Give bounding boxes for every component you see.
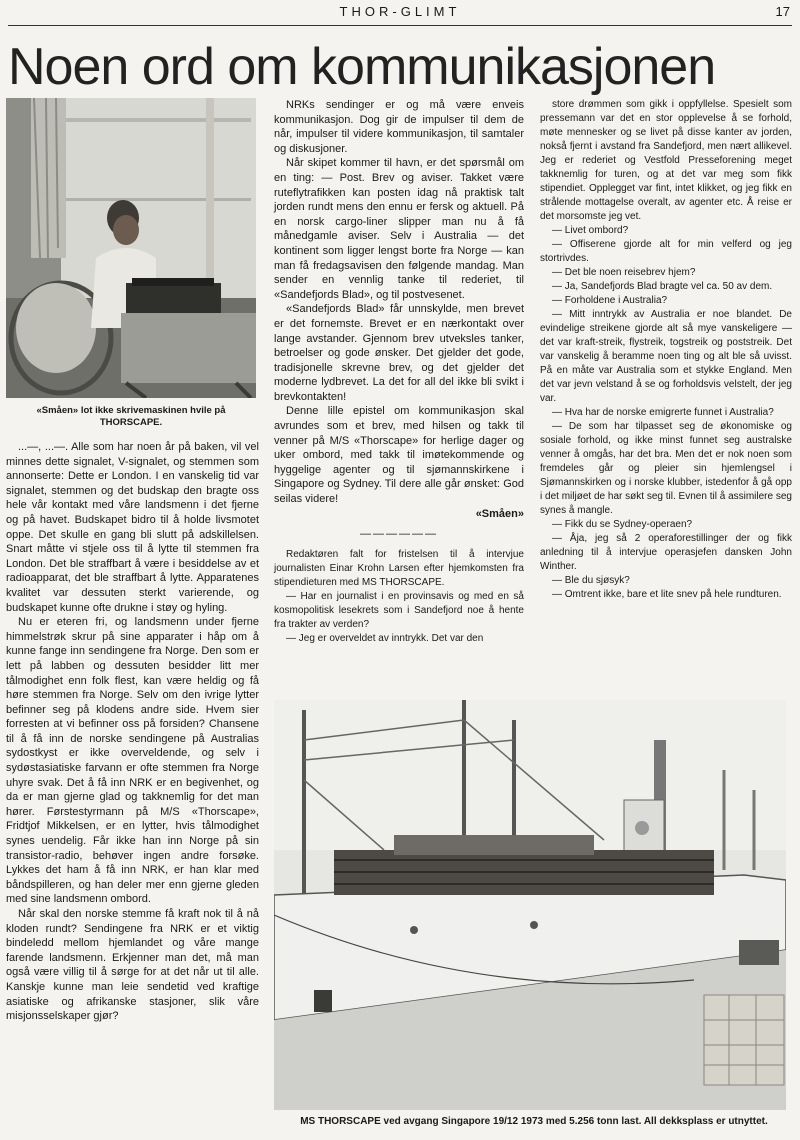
author-signature: «Småen» (475, 507, 524, 520)
interview-answer: — Jeg er overveldet av inntrykk. Det var den (286, 632, 484, 644)
paragraph: ...—, ...—. Alle som har noen år på baken, vil vel minnes dette signalet, V-signalet, og stemmen som annonserte: Dette er London. I en vanskelig tid var signalet, stemmen og det budskap den bragte oss hele vår kontakt med våre landsmenn i det fjerne og på havet. Budskapet bidro til å holde livsmotet oppe. Det skulle en gang bli slutt på adskillelsen. Snart måtte vi stjele oss til å lytte til stemmen fra London. Det ble straffbart å være i besiddelse av et radioapparat, det ble straffbart å lytte. Apparatenes kvalitet var dessuten sterkt varierende, og budskapet kunne ofte drukne i støy og hyling. (6, 441, 259, 614)
interview-text: — Offiserene gjorde alt for min velferd og jeg stortrivdes. (540, 239, 792, 264)
interview-text: — Ja, Sandefjords Blad bragte vel ca. 50 av dem. (552, 281, 773, 292)
paragraph: Denne lille epistel om kommunikasjon skal avrundes som et brev, med hilsen og takk til venner på M/S «Thorscape» for herlige dager og uker ombord, med takk til imøtekommende og hyggelige agenter og til sjømannskirkene i Singapore og Sydney. Til dere alle går ønsket: God seilas videre! (274, 405, 524, 506)
paragraph: Nu er eteren fri, og landsmenn under fjerne himmelstrøk skrur på sine apparater i håp om å kunne fange inn sendingene fra Norge. Den som er lett på labben og dessuten besidder litt mer tålmodighet enn folk flest, kan være heldig og få høre stemmen fra Norge. Selv om den ivrige lytter befinner seg på klodens andre side. Hvem sier forresten at vi befinner oss på forsiden? Chansene til å få inn de norske sendingene på Australias sydostkyst er ikke overveldende, og selv i sydøstasiatiske farvann er ofte stemmen fra Norge uhyre svak. Det å få inn NRK er en begivenhet, og da er man gjerne glad og takknemlig for det man hører. Førstestyrmann på M/S «Thorscape», Fridtjof Mikkelsen, er en lytter, hvis tålmodighet synes uendelig. Får ikke han inn Norge på sin transistor-radio, behøver ingen andre forsøke. Lykkes det ham å få inn NRK, er han klar med båndspilleren, og han deler mer enn gjerne gleden med sine landsmenn ombord. (6, 616, 259, 906)
magazine-title: THOR-GLIMT (339, 4, 461, 19)
interview-text: — Mitt inntrykk av Australia er noe blandet. De evindelige streikene gjorde alt så mye vanskeligere — det var kraft-streik, flystreik, togstreik og poststreik. Det var vanskelig å beramme noen ting og alt ble så uvisst. På en måte var Australia som et stykke England. Men det var jevn velstand å se og forholdsvis velstelt, der jeg var. (540, 309, 792, 404)
interview-intro: Redaktøren falt for fristelsen til å intervjue journalisten Einar Krohn Larsen efter hjemkomsten fra stipendieturen med MS THORSCAPE. (274, 548, 524, 588)
header-rule (8, 25, 792, 26)
article-headline: Noen ord om kommunikasjonen (8, 38, 716, 96)
article-column-1 (6, 440, 259, 1024)
typewriter-photo (6, 98, 256, 398)
paragraph: Når skipet kommer til havn, er det spørsmål om en ting: — Post. Brev og aviser. Takket være ruteflytrafikken kan posten idag nå praktisk talt jorden rundt mens den ennu er fersk og aktuell. På en norsk cargo-liner slipper man nu å få månedgamle aviser. Selv i Australia — det kontinent som ligger lengst borte fra Norge — kan man få fredagsavisen den følgende mandag. Man sender en vennlig tanke til rederiet, til «Sandefjords Blad», og til postvesenet. (274, 157, 524, 301)
ship-photo (274, 700, 786, 1110)
interview-text: — Fikk du se Sydney-operaen? (552, 519, 693, 530)
photo-caption-ship: MS THORSCAPE ved avgang Singapore 19/12 1973 med 5.256 tonn last. All dekksplass er utnyttet. (300, 1116, 768, 1127)
interview-text: store drømmen som gikk i oppfyllelse. Spesielt som pressemann var det en stor opplevelse å se forhold, møte mennesker og se livet på disse kanter av jorden, nokså fjernt i avstand fra Sandefjord, men nært allikevel. Jeg er rederiet og Vestfold Presseforening meget takknemlig for turen, og at det var meg som fikk stipendiet. Opplegget var fint, intet klikket, og jeg fikk en strålende mottagelse overalt, av agenter etc. Å reise er det morsomste jeg vet. (540, 99, 792, 222)
article-column-3 (540, 98, 792, 602)
paragraph: NRKs sendinger er og må være enveis kommunikasjon. Dog gir de impulser til dem de når, impulser til videre kommunikasjon, til samtaler og diskusjoner. (274, 99, 524, 155)
article-column-2 (274, 98, 524, 646)
interview-text: — Åja, jeg så 2 operaforestillinger der og fikk anledning til å intervjue operasjefen dansken John Winther. (540, 533, 792, 572)
photo-caption-typewriter: «Småen» lot ikke skrivemaskinen hvile på THORSCAPE. (36, 405, 226, 428)
interview-text: — Omtrent ikke, bare et lite snev på hele rundturen. (552, 589, 782, 600)
paragraph: «Sandefjords Blad» får unnskylde, men brevet er det fornemste. Brevet er en nærkontakt over lange avstander. Gjennom brev utveksles tanker, betroelser og gode ønsker. Det gjelder det gode, tradisjonelle skrevne brev, og det gjelder det moderne lydbrevet. La det for all del ikke bli svikt i brevkontakten! (274, 303, 524, 403)
interview-text: — Det ble noen reisebrev hjem? (552, 267, 696, 278)
page-number: 17 (775, 4, 790, 19)
interview-text: — Ble du sjøsyk? (552, 575, 630, 586)
running-header (0, 4, 800, 24)
interview-text: — Hva har de norske emigrerte funnet i Australia? (552, 407, 774, 418)
section-separator: —————— (360, 528, 438, 541)
paragraph: Når skal den norske stemme få kraft nok til å nå kloden rundt? Sendingene fra NRK er et viktig bindeledd mellom hjemlandet og våre mange farende landsmenn. Erkjenner man det, må man også være villig til å sørge for at det når ut til alle. Kanskje kunne man leie sendetid ved kraftige asiatiske og afrikanske stasjoner, slik våre misjonsselskaper gjør? (6, 908, 259, 1023)
interview-text: — Livet ombord? (552, 225, 629, 236)
interview-text: — Forholdene i Australia? (552, 295, 668, 306)
interview-text: — De som har tilpasset seg de økonomiske og sosiale forhold, og ikke minst funnet seg australske venner å omgås, har det bra. Men det er nok noen som fremdeles går og pleier sin hjemlengsel i Sjømannskirken og i norske klubber, istedenfor å gå opp i det miljøet de har søkt seg til. Evnen til å assimilere seg synes å mangle. (540, 421, 792, 516)
interview-question: — Har en journalist i en provinsavis og med en så kosmopolitisk lesekrets som i Sandefjord noe å hente fra trakter av verden? (274, 590, 524, 630)
